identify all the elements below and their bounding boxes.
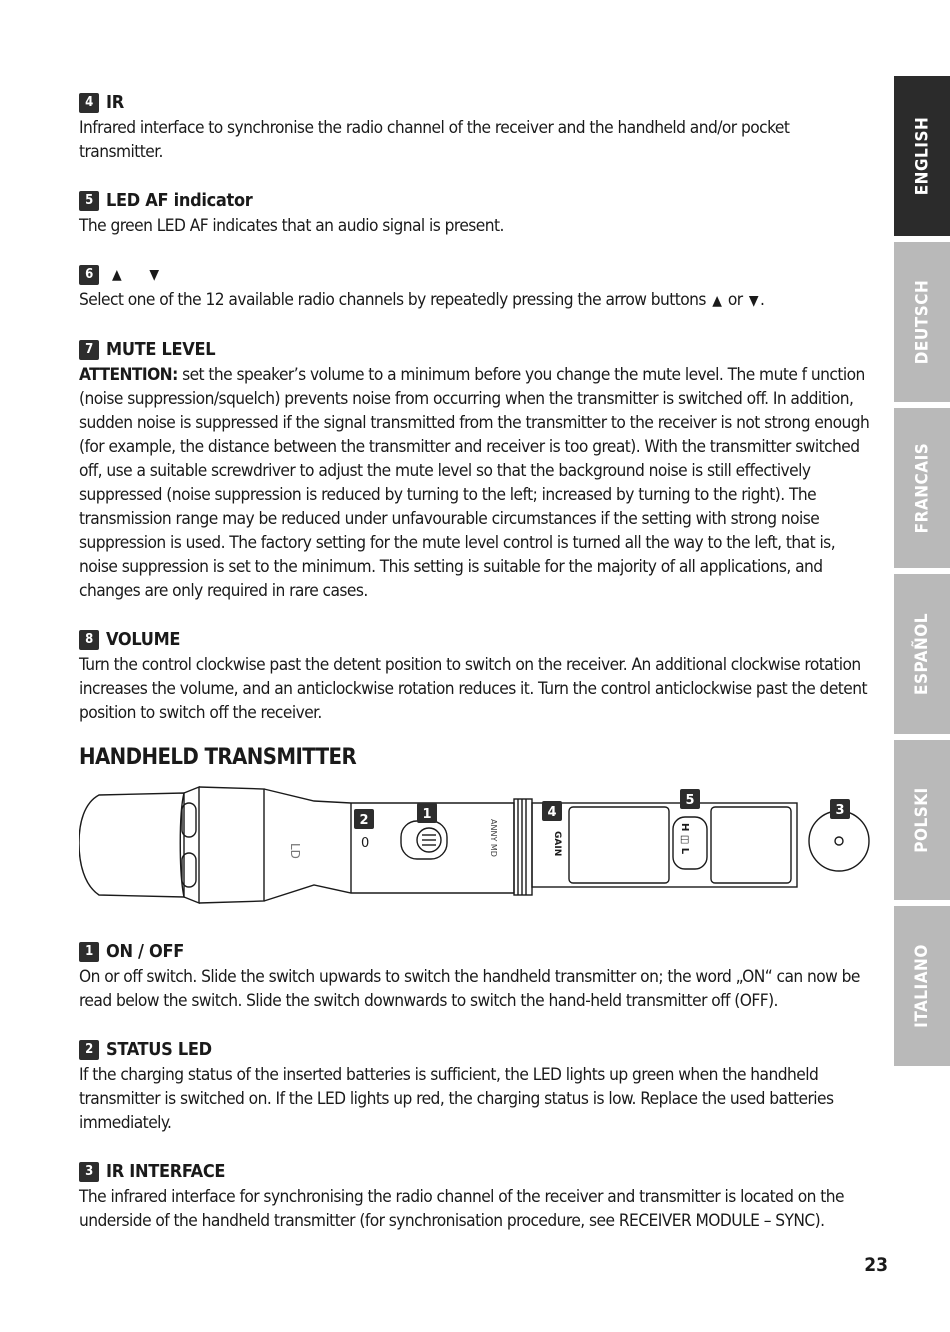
callout-number: 4 [79, 93, 99, 113]
callout-number: 2 [79, 1040, 99, 1060]
section-mute-level [79, 337, 871, 603]
tab-polski[interactable]: POLSKI [894, 740, 950, 900]
section-title: VOLUME [106, 629, 181, 650]
section-title: ON / OFF [106, 941, 184, 962]
page-content [79, 90, 871, 1257]
microphone-illustration [79, 783, 871, 923]
model-label: ANNY MD [489, 819, 498, 857]
handheld-transmitter-diagram [79, 783, 871, 923]
callout-number: 3 [79, 1162, 99, 1182]
section-title: STATUS LED [106, 1039, 212, 1060]
section-text: Select one of the 12 available radio channels by repeatedly pressing the arrow buttons ▲ or ▼ . [79, 290, 765, 310]
section-title: IR [106, 92, 124, 113]
status-led-marker: 0 [361, 836, 370, 851]
heading-handheld-transmitter: HANDHELD TRANSMITTER [79, 745, 357, 770]
tab-english[interactable]: ENGLISH [894, 76, 950, 236]
section-text: If the charging status of the inserted batteries is sufficient, the LED lights up green when the handheld transmitter is switched on. If the LED lights up red, the charging status is low. Replace the used batteries immediately. [79, 1065, 834, 1133]
section-on-off [79, 939, 871, 1013]
section-title: IR INTERFACE [106, 1161, 226, 1182]
grille-head [79, 793, 184, 897]
section-led-af [79, 188, 871, 238]
callout-number: 7 [79, 340, 99, 360]
section-text: On or off switch. Slide the switch upwards to switch the handheld transmitter on; the word „ON“ can now be read below the switch. Slide the switch downwards to switch the hand-held transmitter off (OFF). [79, 967, 860, 1011]
section-text: The green LED AF indicates that an audio signal is present. [79, 216, 504, 236]
callout-number: 1 [79, 942, 99, 962]
page-number: 23 [864, 1254, 888, 1276]
tab-deutsch[interactable]: DEUTSCH [894, 242, 950, 402]
callout-3: 3 [835, 803, 845, 818]
callout-number: 6 [79, 265, 99, 285]
tab-espanol[interactable]: ESPAÑOL [894, 574, 950, 734]
language-tabs [894, 76, 950, 1072]
callout-number: 5 [79, 191, 99, 211]
section-ir [79, 90, 871, 164]
tab-francais[interactable]: FRANCAIS [894, 408, 950, 568]
section-ir-interface [79, 1159, 871, 1233]
section-channel-arrows [79, 262, 871, 313]
arrow-up-icon: ▲ [112, 267, 122, 283]
section-title: MUTE LEVEL [106, 339, 216, 360]
section-title: LED AF indicator [106, 190, 253, 211]
callout-markers [354, 789, 850, 829]
section-volume [79, 627, 871, 725]
section-text: Infrared interface to synchronise the radio channel of the receiver and the handheld and/or pocket transmitter. [79, 118, 790, 162]
gain-label: GAIN [552, 831, 562, 857]
callout-5: 5 [685, 793, 695, 808]
callout-1: 1 [422, 807, 432, 822]
arrow-down-icon: ▼ [149, 267, 159, 283]
arrow-up-icon: ▲ [712, 293, 722, 309]
section-status-led [79, 1037, 871, 1135]
section-text: ATTENTION: set the speaker’s volume to a minimum before you change the mute level. The mute f unction (noise suppression/squelch) prevents noise from occurring when the transmitter is switched off. In addition, sudden noise is suppressed if the signal transmitted from the transmitter to the receiver is not strong enough (for example, the distance between the transmitter and receiver is too great). With the transmitter switched off, use a suitable screwdriver to adjust the mute level so that the background noise is still effectively suppressed (noise suppression is reduced by turning to the left; increased by turning to the right). The transmission range may be reduced under unfavourable circumstances if the setting with strong noise suppression is used. The factory setting for the mute level control is turned all the way to the left, that is, noise suppression is set to the minimum. This setting is suitable for the majority of all applications, and changes are only required in rare cases. [79, 365, 870, 601]
hl-switch-label: H ◫ L [679, 823, 690, 855]
callout-4: 4 [547, 805, 557, 820]
attention-label: ATTENTION: [79, 365, 178, 385]
tab-italiano[interactable]: ITALIANO [894, 906, 950, 1066]
callout-number: 8 [79, 630, 99, 650]
callout-2: 2 [359, 813, 369, 828]
arrow-down-icon: ▼ [748, 293, 759, 309]
section-text: Turn the control clockwise past the detent position to switch on the receiver. An additional clockwise rotation increases the volume, and an anticlockwise rotation reduces it. Turn the control anticlockwise past the detent position to switch off the receiver. [79, 655, 868, 723]
brand-logo: LD [288, 843, 302, 859]
section-text: The infrared interface for synchronising the radio channel of the receiver and transmitter is located on the underside of the handheld transmitter (for synchronisation procedure, see RECEIVER MODULE – SYNC). [79, 1187, 845, 1231]
